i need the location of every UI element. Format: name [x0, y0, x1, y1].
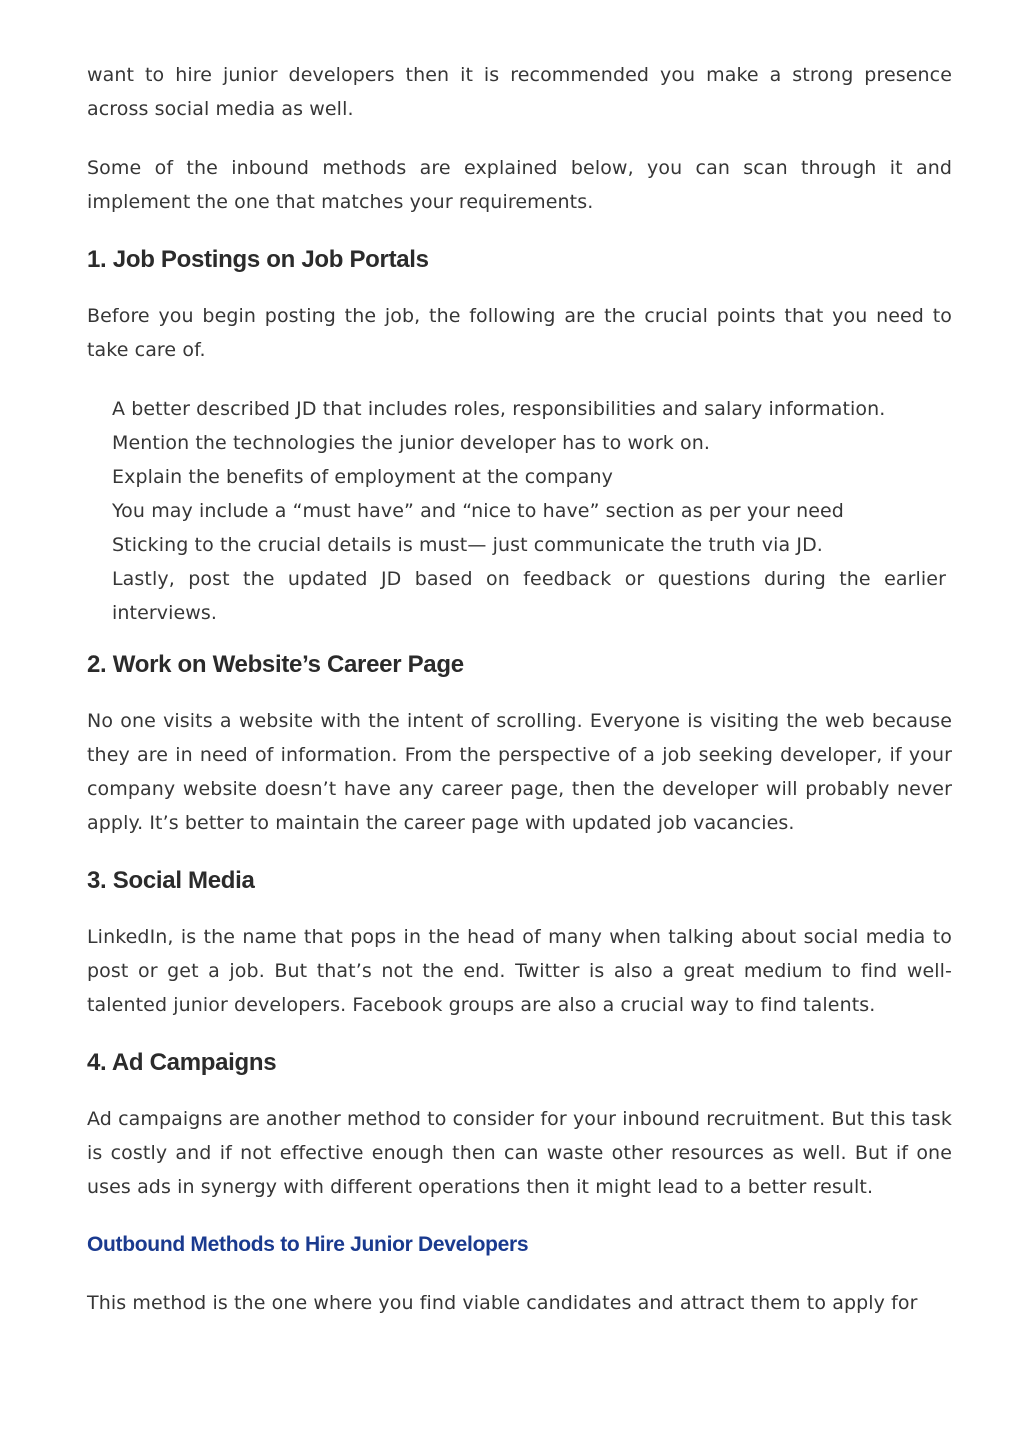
- section-1-paragraph: Before you begin posting the job, the following are the crucial points that you need to take care of.: [87, 305, 952, 361]
- list-item: Mention the technologies the junior developer has to work on.: [112, 432, 711, 454]
- section-3-paragraph: LinkedIn, is the name that pops in the head of many when talking about social media to post or get a job. But that’s not the end. Twitter is also a great medium to find well-talented junior developers. Facebook groups are also a crucial way to find talents.: [87, 926, 952, 1016]
- article-content: [87, 58, 952, 1320]
- list-item: Explain the benefits of employment at the company: [112, 466, 613, 488]
- list-item: You may include a “must have” and “nice to have” section as per your need: [112, 500, 844, 522]
- outbound-paragraph: This method is the one where you find viable candidates and attract them to apply for: [87, 1292, 918, 1314]
- outbound-methods-heading: Outbound Methods to Hire Junior Developers: [87, 1233, 529, 1256]
- section-2-paragraph: No one visits a website with the intent of scrolling. Everyone is visiting the web because they are in need of information. From the perspective of a job seeking developer, if your company website doesn’t have any career page, then the developer will probably never apply. It’s better to maintain the career page with updated job vacancies.: [87, 710, 952, 834]
- list-item: Lastly, post the updated JD based on feedback or questions during the earlier interviews.: [112, 568, 946, 624]
- section-3-heading: 3. Social Media: [87, 867, 255, 894]
- section-4-paragraph: Ad campaigns are another method to consider for your inbound recruitment. But this task is costly and if not effective enough then can waste other resources as well. But if one uses ads in synergy with different operations then it might lead to a better result.: [87, 1108, 952, 1198]
- list-item: A better described JD that includes roles, responsibilities and salary information.: [112, 398, 886, 420]
- section-2-heading: 2. Work on Website’s Career Page: [87, 651, 464, 678]
- section-1-bullet-list: [87, 392, 952, 630]
- section-4-heading: 4. Ad Campaigns: [87, 1049, 277, 1076]
- section-1-heading: 1. Job Postings on Job Portals: [87, 246, 429, 273]
- intro-paragraph-1: want to hire junior developers then it is recommended you make a strong presence across social media as well.: [87, 64, 952, 120]
- list-item: Sticking to the crucial details is must— just communicate the truth via JD.: [112, 534, 823, 556]
- intro-paragraph-2: Some of the inbound methods are explained below, you can scan through it and implement the one that matches your requirements.: [87, 157, 952, 213]
